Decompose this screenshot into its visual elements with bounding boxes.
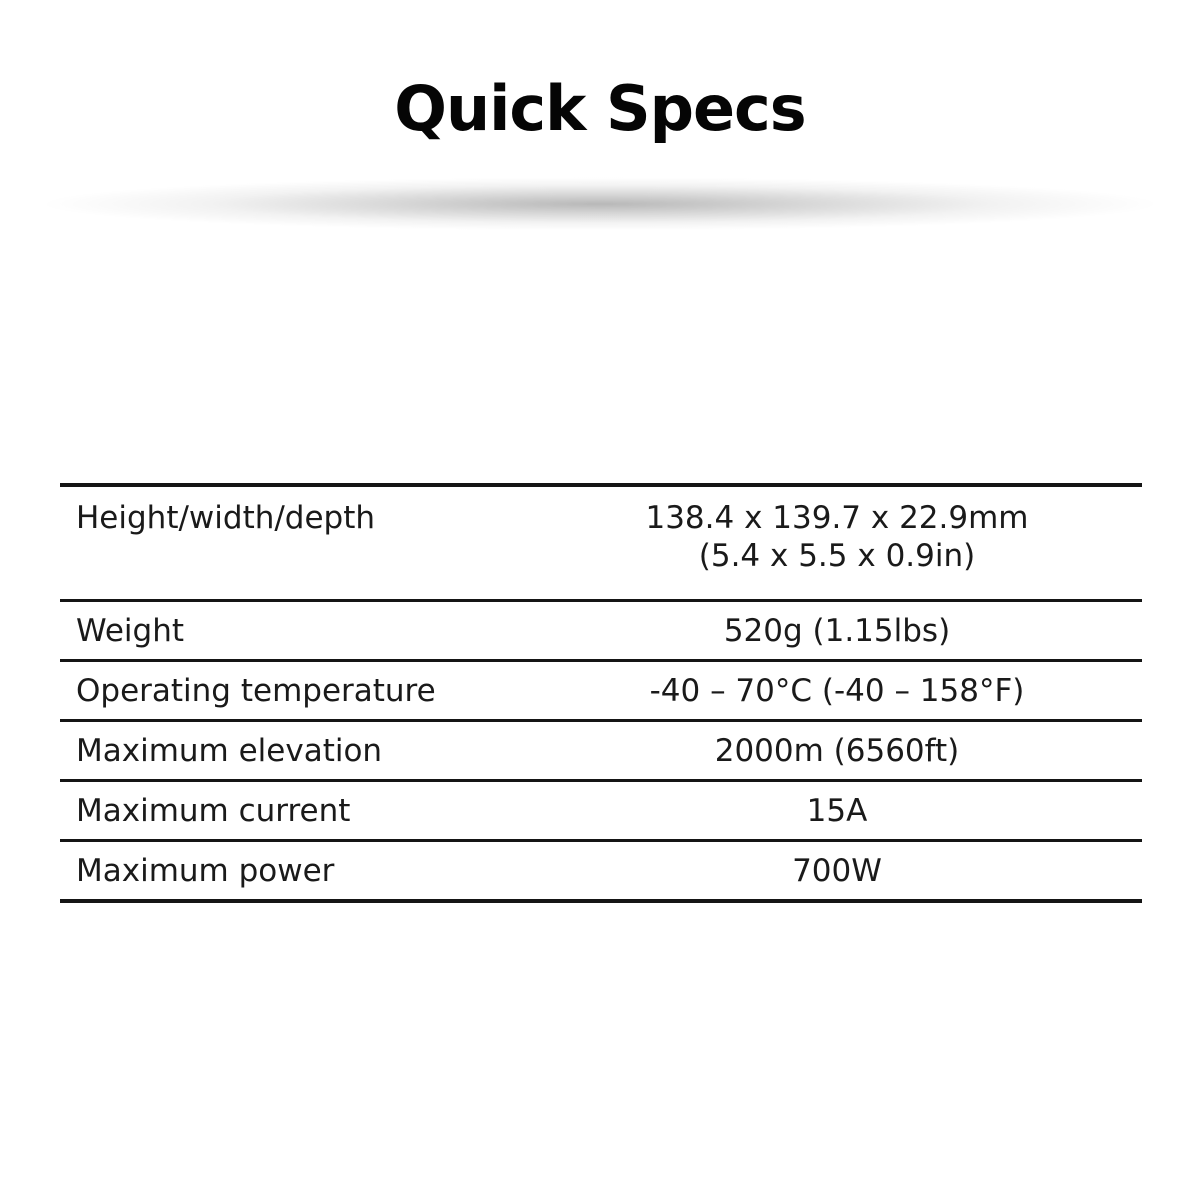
spec-label: Maximum elevation bbox=[76, 732, 383, 769]
page-title: Quick Specs bbox=[394, 72, 806, 145]
spec-value: 520g (1.15lbs) bbox=[723, 612, 951, 649]
spec-value bbox=[552, 485, 1142, 601]
spec-row-weight bbox=[60, 601, 1142, 661]
spec-value: 700W bbox=[792, 852, 882, 889]
spec-row-dimensions bbox=[60, 485, 1142, 601]
spec-value-line: (5.4 x 5.5 x 0.9in) bbox=[698, 538, 976, 574]
spec-row-maximum-elevation bbox=[60, 721, 1142, 781]
spec-value: -40 – 70°C (-40 – 158°F) bbox=[649, 672, 1025, 709]
specs-table bbox=[60, 483, 1142, 903]
spec-label: Maximum current bbox=[76, 792, 351, 829]
spec-value: 15A bbox=[806, 792, 868, 829]
title-divider-shadow bbox=[40, 176, 1160, 246]
spec-row-maximum-current bbox=[60, 781, 1142, 841]
spec-label: Height/width/depth bbox=[76, 500, 376, 536]
spec-value-line: 138.4 x 139.7 x 22.9mm bbox=[645, 500, 1029, 536]
spec-label: Operating temperature bbox=[76, 672, 436, 709]
spec-label: Maximum power bbox=[76, 852, 335, 889]
spec-row-maximum-power bbox=[60, 841, 1142, 902]
spec-label: Weight bbox=[76, 612, 185, 649]
spec-value: 2000m (6560ft) bbox=[714, 732, 960, 769]
spec-row-operating-temperature bbox=[60, 661, 1142, 721]
